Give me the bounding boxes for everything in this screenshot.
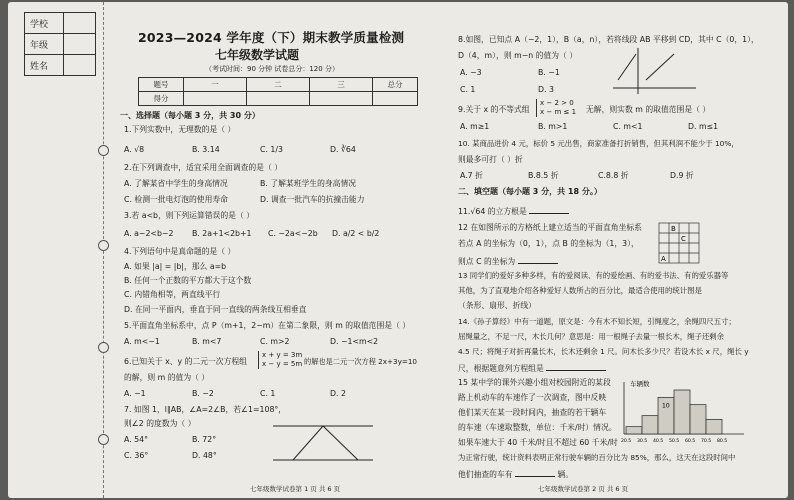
exam-info: （考试时间：90 分钟 试卷总分：120 分）: [205, 65, 339, 73]
question-6: 6.已知关于 x、y 的二元一次方程组: [124, 357, 247, 366]
question-6-cont: 的解也是二元一次方程 2x+3y=10: [304, 357, 418, 366]
question-14-cont: 4.5 尺；将绳子对折再量长木，长木还剩余 1 尺。问木长多少尺？若设木长 x 尺，绳长 y: [458, 347, 749, 356]
option-b: B. 72°: [192, 435, 217, 444]
question-8-cont: D（4，m），则 m−n 的值为（ ）: [458, 51, 578, 60]
question-15-cont: 路上机动车的车速作了一次调查，图中反映: [458, 393, 607, 402]
histogram-title: 车辆数: [630, 380, 650, 388]
score-header-cell: 题号: [139, 78, 184, 92]
page-footer: 七年级数学试卷第 2 页 共 6 页: [538, 485, 629, 493]
histogram-tick-label: 80.5: [717, 439, 728, 444]
school-field[interactable]: [63, 13, 95, 34]
option-d: D. a/2 < b/2: [332, 229, 380, 238]
binding-hole: [98, 240, 109, 251]
option-a: A. 54°: [124, 435, 148, 444]
question-14: 14.《孙子算经》中有一道题，原文是：今有木不知长短，引绳度之，余绳四尺五寸；: [458, 317, 736, 326]
score-header-cell: 总分: [373, 78, 418, 92]
option-b: B. 了解某班学生的身高情况: [260, 179, 357, 188]
option-a: A. m<−1: [124, 337, 160, 346]
grid-label-b: B: [671, 225, 676, 233]
histogram-tick-label: 40.5: [653, 439, 664, 444]
option-a: A. −3: [460, 68, 482, 77]
option-a: A. 了解某省中学生的身高情况: [124, 179, 228, 188]
question-15-text: 他们抽查的车有: [458, 470, 513, 479]
option-d: D. 3: [538, 85, 554, 94]
question-14-cont: [458, 363, 606, 373]
option-b: B. 3.14: [192, 145, 220, 154]
question-12-cont: 若点 A 的坐标为（0，1），点 B 的坐标为（1，3），: [458, 239, 639, 248]
histogram-bar: [706, 419, 722, 434]
histogram-bar: [690, 405, 706, 434]
score-table: [138, 77, 418, 106]
histogram-bar: [642, 416, 658, 434]
question-7: 7. 如图 1，l∥AB，∠A=2∠B，若∠1=108°，: [124, 405, 287, 414]
student-info-table: [24, 12, 96, 76]
option-b: B.8.5 折: [528, 171, 559, 180]
answer-blank[interactable]: [515, 469, 555, 477]
option-c: C. m<1: [613, 122, 643, 131]
histogram-bar: [626, 427, 642, 434]
option-b: B. 任何一个正数的平方都大于这个数: [124, 276, 252, 285]
histogram-tick-label: 20.5: [621, 439, 632, 444]
school-label: 学校: [25, 13, 64, 34]
histogram-bar: [674, 390, 690, 434]
binding-hole: [98, 434, 109, 445]
option-d: D. 在同一平面内，垂直于同一直线的两条线互相垂直: [124, 305, 307, 314]
score-header-cell: 三: [310, 78, 373, 92]
section-heading: 二、填空题（每小题 3 分，共 18 分。）: [458, 187, 602, 196]
question-12: 12 在如图所示的方格纸上建立适当的平面直角坐标系: [458, 223, 642, 232]
option-d: D. 2: [330, 389, 346, 398]
question-11: [458, 206, 569, 216]
question-15-cont: 如果车速大于 40 千米/时且不超过 60 千米/时: [458, 438, 618, 447]
score-header-cell: 二: [247, 78, 310, 92]
option-d: D. −1<m<2: [330, 337, 379, 346]
speed-histogram: [618, 378, 748, 446]
question-12-cont: [458, 256, 558, 266]
question-15: 15 某中学的课外兴趣小组对校园附近的某段: [458, 378, 611, 387]
inequality: x − 2 > 0: [540, 99, 574, 107]
question-13-cont: 其他，为了直观地介绍各种爱好人数所占的百分比，最适合使用的统计图是: [458, 286, 702, 295]
score-cell[interactable]: [247, 92, 310, 106]
option-c: C. 1/3: [260, 145, 283, 154]
option-d: D. 调查一批汽车的抗撞击能力: [260, 195, 365, 204]
answer-blank[interactable]: [518, 256, 558, 264]
option-a: A. √8: [124, 145, 145, 154]
section-heading: 一、选择题（每小题 3 分，共 30 分）: [120, 111, 260, 120]
option-b: B. 2a+1<2b+1: [192, 229, 252, 238]
grid-label-c: C: [681, 235, 686, 243]
question-13: 13 同学们的爱好多种多样，有的爱阅读、有的爱绘画、有的爱书法、有的爱乐器等: [458, 271, 729, 280]
option-a: A. 如果 |a| = |b|，那么 a=b: [124, 262, 227, 271]
score-cell[interactable]: [310, 92, 373, 106]
question-10-cont: 则最多可打（ ）折: [458, 155, 523, 164]
question-2: 2.在下列调查中，适宜采用全面调查的是（ ）: [124, 163, 283, 172]
option-b: B. m>1: [538, 122, 568, 131]
question-14-text: 尺，根据题意列方程组是: [458, 364, 544, 373]
option-c: C. 36°: [124, 451, 149, 460]
exam-sheet: [8, 2, 788, 498]
option-b: B. −1: [538, 68, 560, 77]
name-field[interactable]: [63, 55, 95, 76]
question-5: 5.平面直角坐标系中，点 P（m+1，2−m）在第二象限，则 m 的取值范围是（ ）: [124, 321, 411, 330]
question-15-cont: 他们某天在某一段时间内，抽查的若干辆车: [458, 408, 607, 417]
question-12-text: 则点 C 的坐标为: [458, 257, 516, 266]
option-d: D. 48°: [192, 451, 217, 460]
option-c: C. 1: [460, 85, 476, 94]
inequality-system: [536, 99, 576, 117]
question-14-cont: 屈绳量之，不足一尺，木长几何？意思是：用一根绳子去量一根长木，绳子还剩余: [458, 332, 725, 341]
grid-figure: [658, 222, 702, 266]
equation: x − y = 5m: [262, 360, 303, 368]
option-b: B. m<7: [192, 337, 222, 346]
question-1: 1.下列实数中，无理数的是（ ）: [124, 125, 236, 134]
option-a: A. −1: [124, 389, 146, 398]
question-7-cont: 则∠2 的度数为（ ）: [124, 419, 196, 428]
name-label: 姓名: [25, 55, 64, 76]
binding-hole: [98, 145, 109, 156]
histogram-tick-label: 30.5: [637, 439, 648, 444]
option-c: C. 内错角相等，两直线平行: [124, 290, 221, 299]
score-row-label: 得分: [139, 92, 184, 106]
score-cell[interactable]: [184, 92, 247, 106]
option-c: C. m>2: [260, 337, 290, 346]
option-b: B. −2: [192, 389, 214, 398]
answer-blank[interactable]: [546, 363, 606, 371]
option-c: C. −2a<−2b: [268, 229, 318, 238]
question-8: 8.如图，已知点 A（−2，1），B（a，n），若将线段 AB 平移到 CD，其中 C（0，1），: [458, 35, 759, 44]
figure-coordinate-diagram: [608, 46, 698, 96]
question-9: 9.关于 x 的不等式组: [458, 105, 530, 114]
score-header-cell: 一: [184, 78, 247, 92]
histogram-tick-label: 70.5: [701, 439, 712, 444]
question-4: 4.下列语句中是真命题的是（ ）: [124, 247, 236, 256]
equation-system: [258, 351, 302, 369]
option-a: A. m≥1: [460, 122, 490, 131]
option-a: A. a−2<b−2: [124, 229, 174, 238]
page-footer: 七年级数学试卷第 1 页 共 6 页: [250, 485, 341, 493]
equation: x + y = 3m: [262, 351, 303, 359]
question-11-text: 11.√64 的立方根是: [458, 207, 527, 216]
bar-data-label: 10: [662, 402, 670, 410]
histogram-tick-label: 60.5: [685, 439, 696, 444]
figure-1-diagram: [268, 414, 378, 466]
question-9-cont: 无解，则实数 m 的取值范围是（ ）: [586, 105, 711, 114]
option-c: C.8.8 折: [598, 171, 629, 180]
inequality: x − m ≤ 1: [540, 108, 577, 116]
question-15-cont: 的车速（车速取整数，单位：千米/时）情况。: [458, 423, 617, 432]
grade-label: 年级: [25, 34, 64, 55]
question-15-cont: 为正常行驶，统计资料表明正常行驶车辆的百分比为 85%，那么，这天在这段时间中: [458, 453, 736, 462]
question-10: 10. 某商品进价 4 元，标价 5 元出售，商家准备打折销售，但其利润不能少于 10%，: [458, 139, 739, 148]
binding-strip: [16, 2, 96, 498]
histogram-tick-label: 50.5: [669, 439, 680, 444]
grid-label-a: A: [661, 255, 666, 263]
exam-title: 2023—2024 学年度（下）期末教学质量检测: [138, 30, 405, 45]
question-13-cont: （条形、扇形、折线）: [458, 301, 536, 310]
option-c: C. 检测一批电灯泡的使用寿命: [124, 195, 228, 204]
question-6-cont: 的解，则 m 的值为（ ）: [124, 373, 210, 382]
question-3: 3.若 a<b，则下列运算错误的是（ ）: [124, 211, 255, 220]
option-d: D.9 折: [670, 171, 694, 180]
score-cell[interactable]: [373, 92, 418, 106]
option-d: D. ∛64: [330, 145, 356, 154]
option-c: C. 1: [260, 389, 276, 398]
exam-subtitle: 七年级数学试题: [215, 48, 300, 62]
question-15-unit: 辆。: [557, 470, 574, 479]
question-15-cont: [458, 469, 573, 479]
answer-blank[interactable]: [529, 206, 569, 214]
grade-field[interactable]: [63, 34, 95, 55]
option-d: D. m≤1: [688, 122, 719, 131]
option-a: A.7 折: [460, 171, 483, 180]
binding-hole: [98, 342, 109, 353]
